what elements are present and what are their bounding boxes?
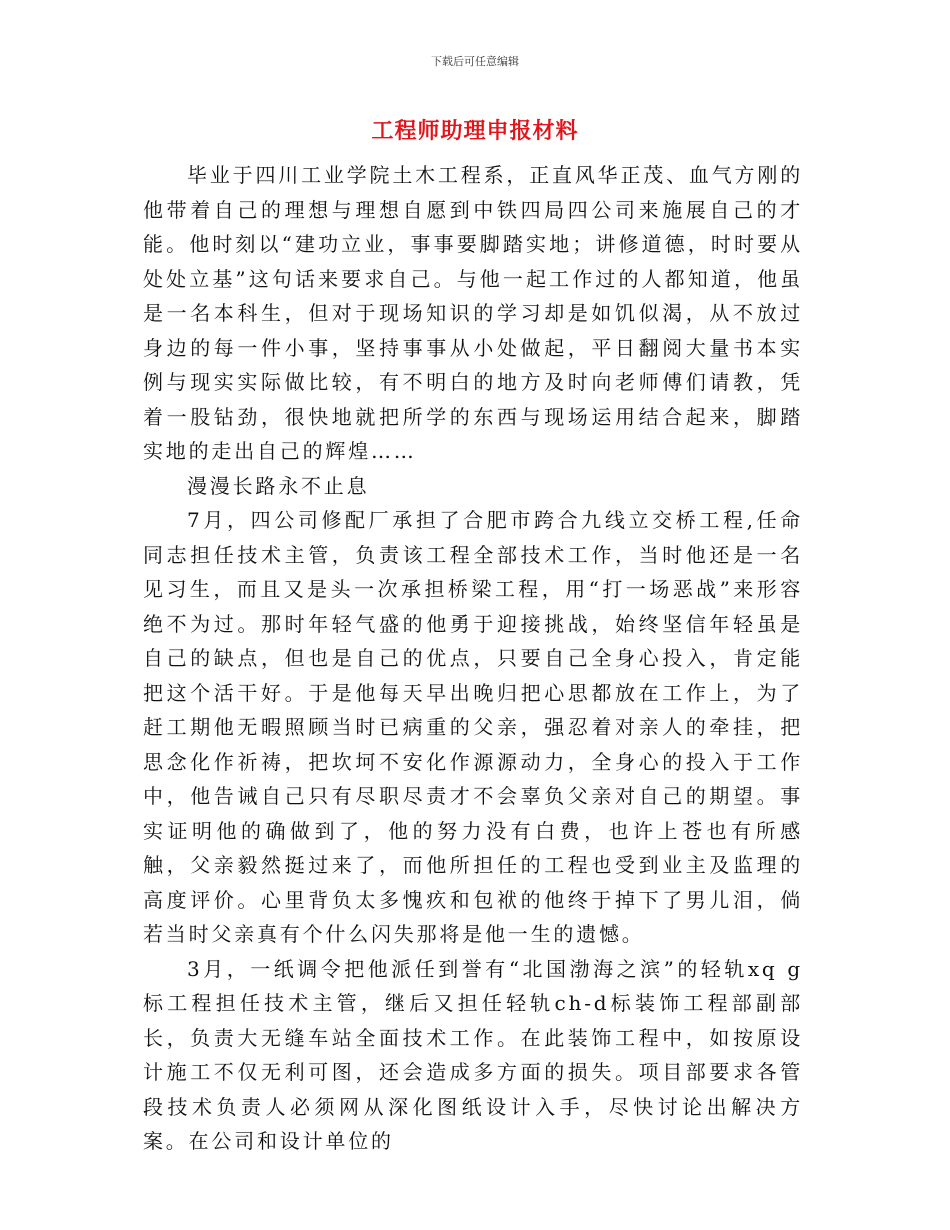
document-title: 工程师助理申报材料: [371, 119, 579, 144]
paragraph-intro: 毕业于四川工业学院土木工程系，正直风华正茂、血气方刚的他带着自己的理想与理想自愿到中铁四局四公司来施展自己的才能。他时刻以“建功立业，事事要脚踏实地；讲修道德，时时要从处处立基”这句话来要求自己。与他一起工作过的人都知道，他虽是一名本科生，但对于现场知识的学习却是如饥似渴，从不放过身边的每一件小事，坚持事事从小处做起，平日翻阅大量书本实例与现实实际做比较，有不明白的地方及时向老师傅们请教，凭着一股钻劲，很快地就把所学的东西与现场运用结合起来，脚踏实地的走出自己的辉煌……: [143, 163, 803, 463]
page-header-note: 下载后可任意编辑: [431, 55, 519, 68]
document-body: [143, 158, 803, 1159]
paragraph-light-rail-project: 3月，一纸调令把他派任到誉有“北国渤海之滨”的轻轨xq g标工程担任技术主管，继后又担任轻轨ch-d标装饰工程部副部长，负责大无缝车站全面技术工作。在此装饰工程中，如按原设计施工不仅无利可图，还会造成多方面的损失。项目部要求各管段技术负责人必须网从深化图纸设计入手，尽快讨论出解决方案。在公司和设计单位的: [143, 956, 803, 1153]
paragraph-bridge-project: 7月，四公司修配厂承担了合肥市跨合九线立交桥工程,任命同志担任技术主管，负责该工程全部技术工作，当时他还是一名见习生，而且又是头一次承担桥梁工程，用“打一场恶战”来形容绝不为过。那时年轻气盛的他勇于迎接挑战，始终坚信年轻虽是自己的缺点，但也是自己的优点，只要自己全身心投入，肯定能把这个活干好。于是他每天早出晚归把心思都放在工作上，为了赶工期他无暇照顾当时已病重的父亲，强忍着对亲人的牵挂，把思念化作祈祷，把坎坷不安化作源源动力，全身心的投入于工作中，他告诫自己只有尽职尽责才不会辜负父亲对自己的期望。事实证明他的确做到了，他的努力没有白费，也许上苍也有所感触，父亲毅然挺过来了，而他所担任的工程也受到业主及监理的高度评价。心里背负太多愧疚和包袱的他终于掉下了男儿泪，倘若当时父亲真有个什么闪失那将是他一生的遗憾。: [143, 508, 803, 946]
paragraph-subheading: 漫漫长路永不止息: [187, 473, 370, 498]
